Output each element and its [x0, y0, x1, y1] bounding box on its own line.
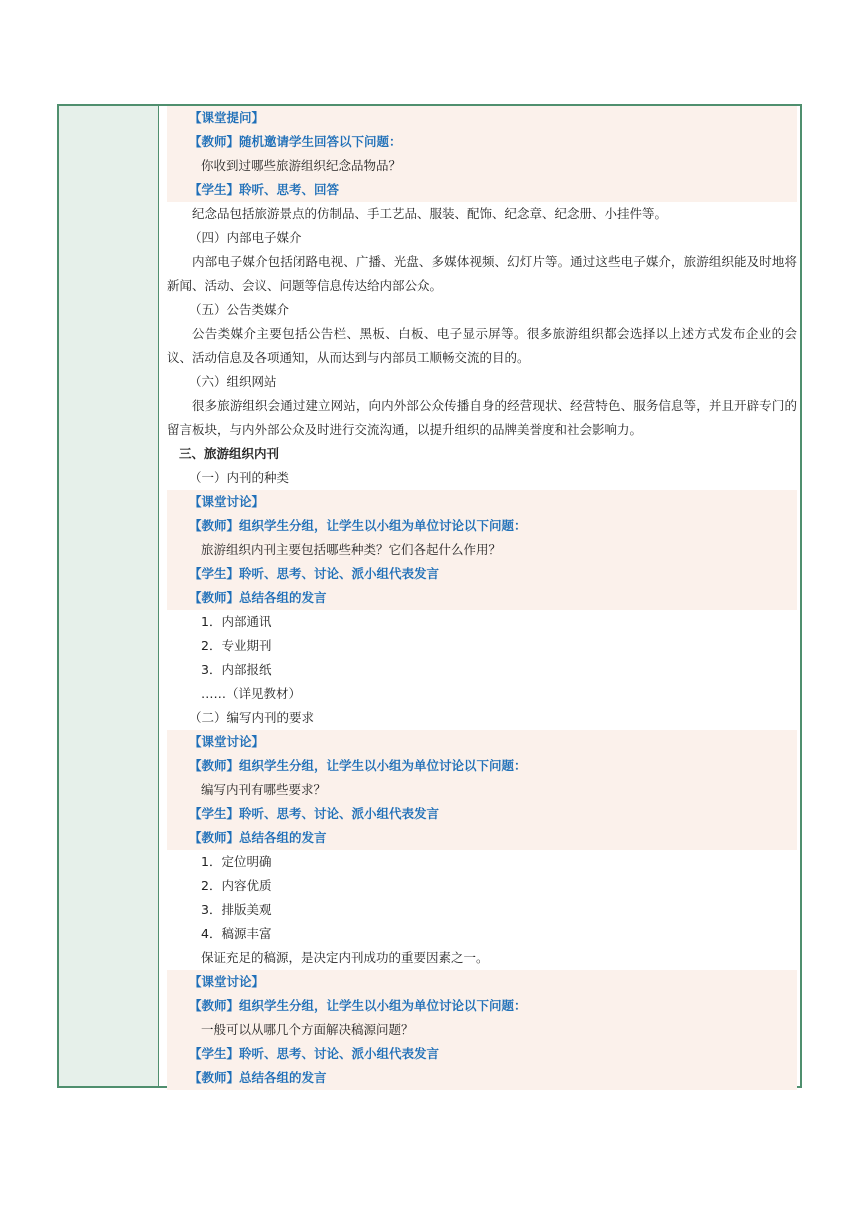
list-item: ……（详见教材）: [201, 686, 302, 701]
list-item: 1．内部通讯: [201, 614, 272, 629]
section-title: （一）内刊的种类: [189, 470, 290, 485]
lesson-table: [57, 104, 802, 1088]
content-column: [167, 106, 797, 1090]
left-column: [59, 106, 159, 1086]
box-tag: 【课堂讨论】: [189, 734, 265, 749]
box-tag: 【课堂讨论】: [189, 974, 265, 989]
teacher-prompt: 【教师】组织学生分组，让学生以小组为单位讨论以下问题：: [189, 518, 527, 533]
question-text: 旅游组织内刊主要包括哪些种类？它们各起什么作用？: [201, 542, 502, 557]
paragraph: 保证充足的稿源，是决定内刊成功的重要因素之一。: [201, 950, 489, 965]
list-item: 2．专业期刊: [201, 638, 272, 653]
question-text: 编写内刊有哪些要求？: [201, 782, 327, 797]
list-item: 2．内容优质: [201, 878, 272, 893]
discussion-box: [167, 970, 797, 1090]
teacher-summary: 【教师】总结各组的发言: [189, 590, 327, 605]
section-title: （二）编写内刊的要求: [189, 710, 315, 725]
paragraph: 内部电子媒介包括闭路电视、广播、光盘、多媒体视频、幻灯片等。通过这些电子媒介，旅游组织能及时地将新闻、活动、会议、问题等信息传达给内部公众。: [167, 254, 797, 293]
list-item: 4．稿源丰富: [201, 926, 272, 941]
student-response: 【学生】聆听、思考、讨论、派小组代表发言: [189, 566, 440, 581]
question-text: 一般可以从哪几个方面解决稿源问题？: [201, 1022, 414, 1037]
box-tag: 【课堂提问】: [189, 110, 265, 125]
teacher-prompt: 【教师】组织学生分组，让学生以小组为单位讨论以下问题：: [189, 758, 527, 773]
student-response: 【学生】聆听、思考、讨论、派小组代表发言: [189, 1046, 440, 1061]
teacher-summary: 【教师】总结各组的发言: [189, 1070, 327, 1085]
paragraph: 公告类媒介主要包括公告栏、黑板、白板、电子显示屏等。很多旅游组织都会选择以上述方式发布企业的会议、活动信息及各项通知，从而达到与内部员工顺畅交流的目的。: [167, 326, 797, 365]
question-text: 你收到过哪些旅游组织纪念品物品？: [201, 158, 402, 173]
box-tag: 【课堂讨论】: [189, 494, 265, 509]
discussion-box: [167, 490, 797, 610]
list-item: 1．定位明确: [201, 854, 272, 869]
teacher-summary: 【教师】总结各组的发言: [189, 830, 327, 845]
question-box: [167, 106, 797, 202]
discussion-box: [167, 730, 797, 850]
paragraph: 很多旅游组织会通过建立网站，向内外部公众传播自身的经营现状、经营特色、服务信息等，并且开辟专门的留言板块，与内外部公众及时进行交流沟通，以提升组织的品牌美誉度和社会影响力。: [167, 398, 797, 437]
student-response: 【学生】聆听、思考、讨论、派小组代表发言: [189, 806, 440, 821]
list-item: 3．排版美观: [201, 902, 272, 917]
student-response: 【学生】聆听、思考、回答: [189, 182, 340, 197]
section-title: （四）内部电子媒介: [189, 230, 302, 245]
teacher-prompt: 【教师】随机邀请学生回答以下问题：: [189, 134, 402, 149]
section-title: （五）公告类媒介: [189, 302, 290, 317]
part-heading: 三、旅游组织内刊: [179, 446, 280, 461]
list-item: 3．内部报纸: [201, 662, 272, 677]
paragraph: 纪念品包括旅游景点的仿制品、手工艺品、服装、配饰、纪念章、纪念册、小挂件等。: [192, 206, 668, 221]
section-title: （六）组织网站: [189, 374, 277, 389]
teacher-prompt: 【教师】组织学生分组，让学生以小组为单位讨论以下问题：: [189, 998, 527, 1013]
